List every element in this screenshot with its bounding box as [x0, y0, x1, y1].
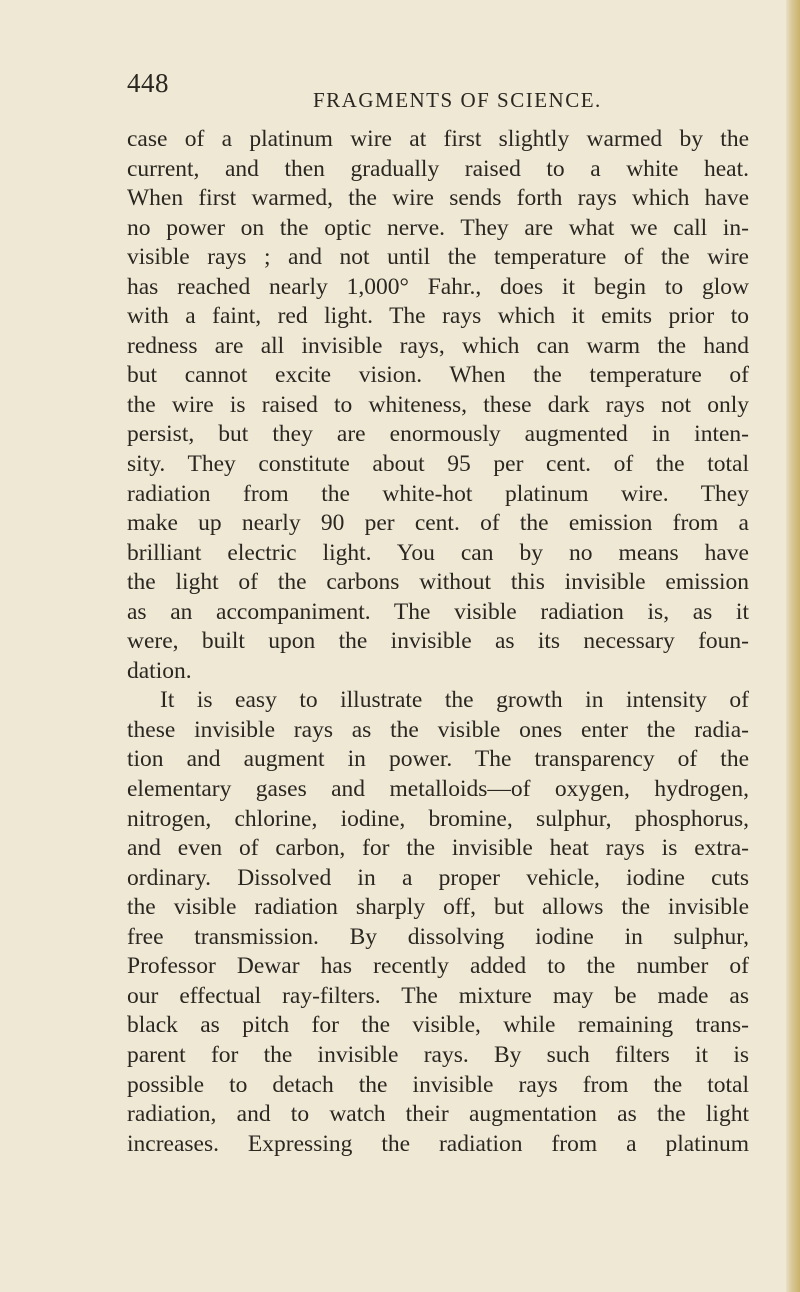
text-line: were, built upon the invisible as its necessary foun-	[127, 628, 749, 655]
text-line: Professor Dewar has recently added to the number of	[127, 953, 749, 980]
text-line: brilliant electric light. You can by no means have	[127, 539, 749, 566]
text-line: dation.	[127, 657, 192, 684]
text-line: possible to detach the invisible rays from the total	[127, 1071, 749, 1098]
text-line: elementary gases and metalloids—of oxygen, hydrogen,	[127, 776, 749, 803]
text-line: radiation from the white-hot platinum wire. They	[127, 480, 749, 507]
text-line: persist, but they are enormously augmented in inten-	[127, 421, 749, 448]
body-text	[127, 125, 749, 1159]
text-line: current, and then gradually raised to a white heat.	[127, 155, 749, 182]
text-line: increases. Expressing the radiation from a platinum	[127, 1130, 749, 1157]
text-line: radiation, and to watch their augmentation as the light	[127, 1101, 749, 1128]
text-line: case of a platinum wire at first slightly warmed by the	[127, 126, 749, 152]
text-line: has reached nearly 1,000° Fahr., does it begin to glow	[127, 273, 749, 300]
text-line: but cannot excite vision. When the temperature of	[127, 362, 749, 389]
text-line: It is easy to illustrate the growth in intensity of	[160, 687, 749, 714]
text-line: make up nearly 90 per cent. of the emission from a	[127, 510, 749, 537]
running-title: FRAGMENTS OF SCIENCE.	[313, 88, 602, 112]
text-line: the light of the carbons without this invisible emission	[127, 569, 749, 596]
text-line: our effectual ray-filters. The mixture may be made as	[127, 982, 749, 1009]
page-header	[0, 68, 800, 112]
text-line: sity. They constitute about 95 per cent. of the total	[127, 451, 749, 478]
text-line: When first warmed, the wire sends forth rays which have	[127, 185, 749, 212]
text-line: with a faint, red light. The rays which it emits prior to	[127, 303, 749, 330]
text-line: as an accompaniment. The visible radiation is, as it	[127, 598, 749, 625]
text-line: visible rays ; and not until the temperature of the wire	[127, 244, 749, 271]
text-line: parent for the invisible rays. By such filters it is	[127, 1041, 749, 1068]
text-line: nitrogen, chlorine, iodine, bromine, sulphur, phosphorus,	[127, 805, 749, 832]
text-line: the visible radiation sharply off, but allows the invisible	[127, 894, 749, 921]
text-line: redness are all invisible rays, which can warm the hand	[127, 332, 749, 359]
text-line: no power on the optic nerve. They are what we call in-	[127, 214, 749, 241]
text-line: the wire is raised to whiteness, these dark rays not only	[127, 391, 749, 418]
text-line: and even of carbon, for the invisible heat rays is extra-	[127, 835, 749, 862]
text-line: these invisible rays as the visible ones enter the radia-	[127, 716, 749, 743]
text-line: ordinary. Dissolved in a proper vehicle, iodine cuts	[127, 864, 749, 891]
text-line: black as pitch for the visible, while remaining trans-	[127, 1012, 749, 1039]
text-line: tion and augment in power. The transparency of the	[127, 746, 749, 773]
page-edge-shadow	[786, 0, 800, 1292]
text-line: free transmission. By dissolving iodine in sulphur,	[127, 923, 749, 950]
page-number: 448	[127, 68, 169, 98]
